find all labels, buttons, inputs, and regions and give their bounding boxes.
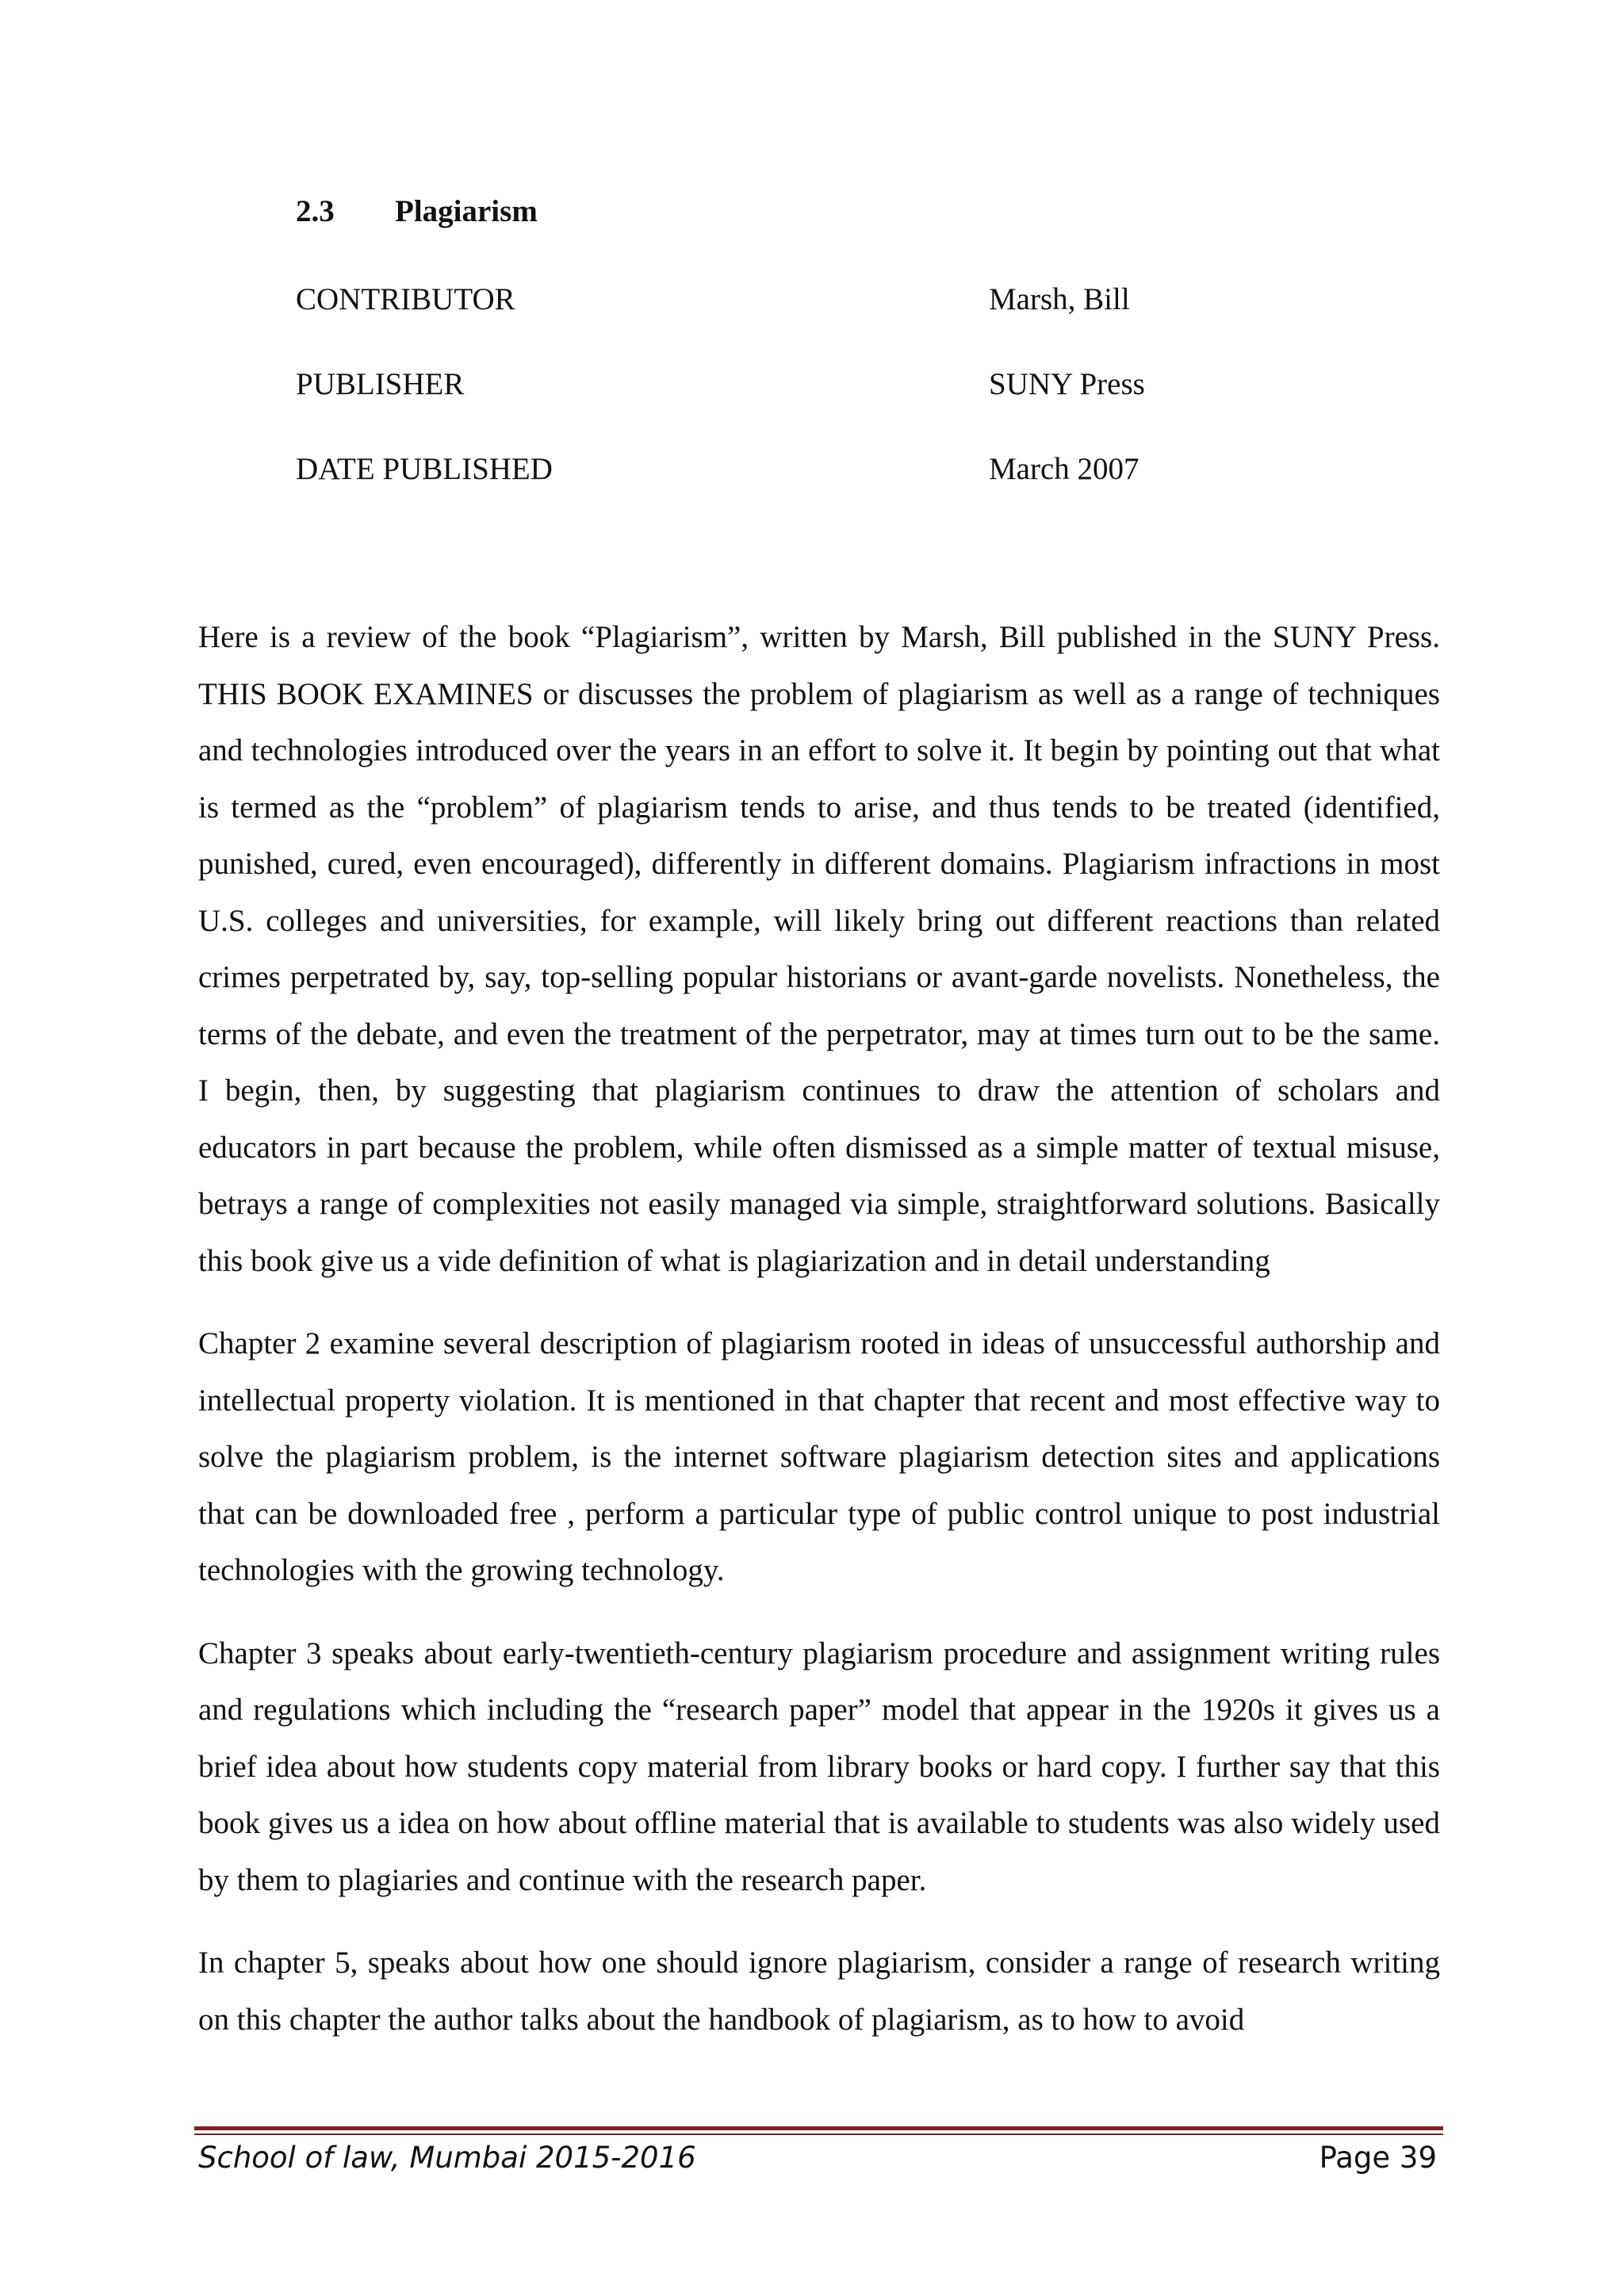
meta-value: Marsh, Bill — [989, 282, 1130, 316]
section-title: Plagiarism — [395, 194, 538, 228]
paragraph-chapter-5: In chapter 5, speaks about how one should ignore plagiarism, consider a range of research writing on this chapter the author talks about the handbook of plagiarism, as to how to avoid — [198, 1946, 1440, 2037]
paragraph-intro: Here is a review of the book “Plagiarism”, written by Marsh, Bill published in the SUNY Press. THIS BOOK EXAMINES or discusses the problem of plagiarism as well as a range of techniques and technologies introduced over the years in an effort to solve it. It begin by pointing out that what is termed as the “problem” of plagiarism tends to arise, and thus tends to be treated (identified, punished, cured, even encouraged), differently in different domains. Plagiarism infractions in most U.S. colleges and universities, for example, will likely bring out different reactions than related crimes perpetrated by, say, top-selling popular historians or avant-garde novelists. Nonetheless, the terms of the debate, and even the treatment of the perpetrator, may at times turn out to be the same. I begin, then, by suggesting that plagiarism continues to draw the attention of scholars and educators in part because the problem, while often dismissed as a simple matter of textual misuse, betrays a range of complexities not easily managed via simple, straightforward solutions. Basically this book give us a vide definition of what is plagiarization and in detail understanding — [198, 620, 1440, 1278]
section-heading — [296, 193, 538, 229]
paragraph-chapter-2: Chapter 2 examine several description of plagiarism rooted in ideas of unsuccessful authorship and intellectual property violation. It is mentioned in that chapter that recent and most effective way to solve the plagiarism problem, is the internet software plagiarism detection sites and applications that can be downloaded free , perform a particular type of public control unique to post industrial technologies with the growing technology. — [198, 1326, 1440, 1587]
footer-rule-thin — [194, 2133, 1443, 2135]
paragraph-chapter-3: Chapter 3 speaks about early-twentieth-century plagiarism procedure and assignment writing rules and regulations which including the “research paper” model that appear in the 1920s it gives us a brief idea about how students copy material from library books or hard copy. I further say that this book gives us a idea on how about offline material that is available to students was also widely used by them to plagiaries and continue with the research paper. — [198, 1636, 1440, 1897]
review-body — [198, 609, 1440, 2074]
meta-label: DATE PUBLISHED — [296, 452, 553, 486]
meta-value: SUNY Press — [989, 367, 1145, 401]
meta-label: CONTRIBUTOR — [296, 282, 515, 316]
meta-label: PUBLISHER — [296, 367, 465, 401]
meta-value: March 2007 — [989, 452, 1139, 486]
page-number: Page 39 — [1319, 2141, 1437, 2175]
section-number: 2.3 — [296, 194, 335, 228]
footer-rule-thick — [194, 2126, 1443, 2130]
footer-school: School of law, Mumbai 2015-2016 — [198, 2141, 696, 2175]
